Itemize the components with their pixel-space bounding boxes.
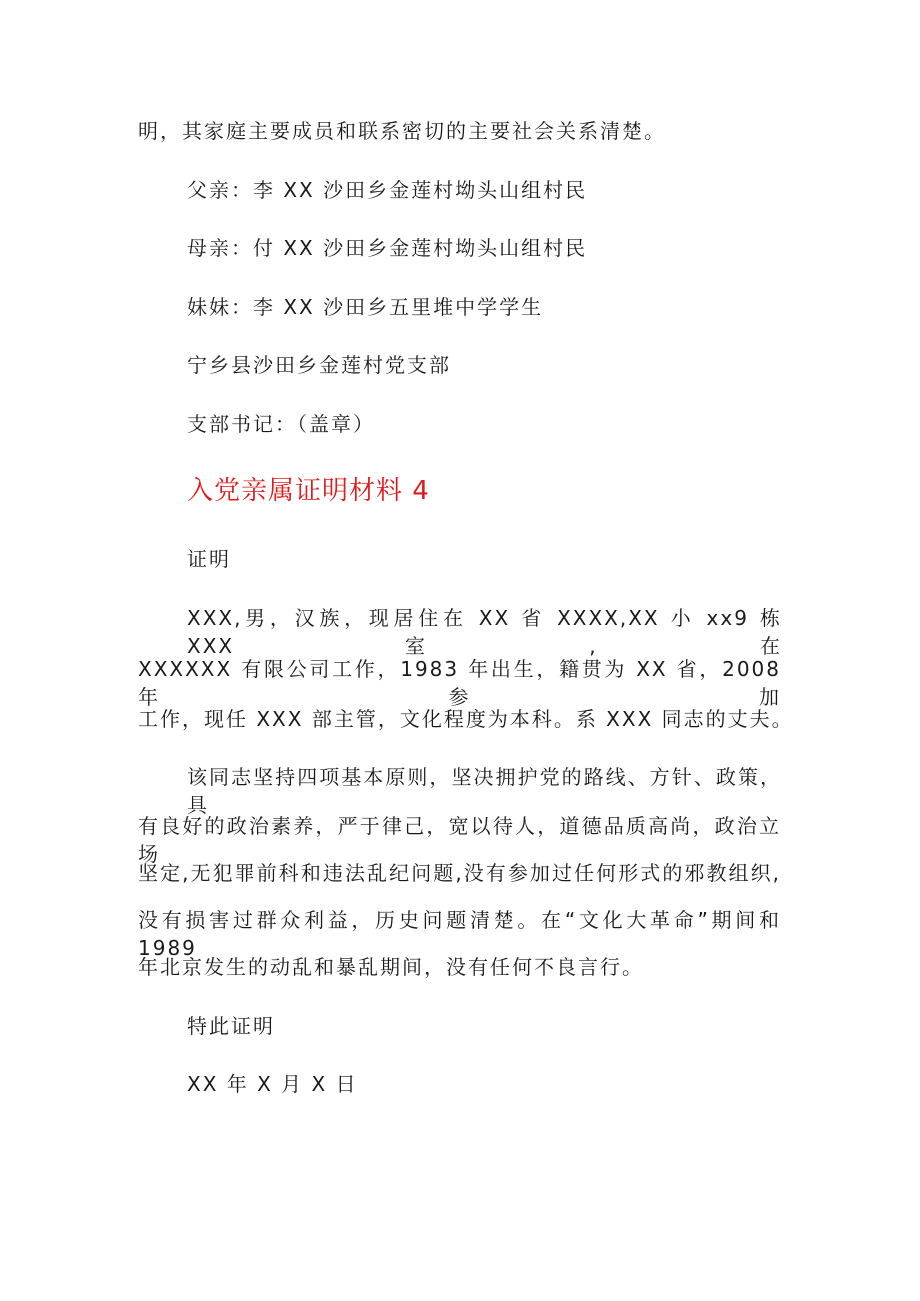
paragraph1-line-1: XXX,男，汉族，现居住在 XX 省 XXXX,XX 小 xx9 栋 XXX 室,在	[187, 606, 782, 658]
intro-continuation: 明，其家庭主要成员和联系密切的主要社会关系清楚。	[138, 119, 666, 143]
paragraph1-line-3: 工作，现任 XXX 部主管，文化程度为本科。系 XXX 同志的丈夫。	[138, 707, 794, 731]
family-member-father: 父亲：李 XX 沙田乡金莲村坳头山组村民	[187, 178, 588, 202]
issuer-name: 宁乡县沙田乡金莲村党支部	[187, 353, 451, 377]
certificate-title: 证明	[187, 547, 231, 571]
paragraph2-line-2: 有良好的政治素养，严于律己，宽以待人，道德品质高尚，政治立场	[138, 814, 781, 866]
document-date: XX 年 X 月 X 日	[187, 1072, 358, 1096]
signature-line: 支部书记：（盖章）	[187, 412, 375, 436]
section-heading: 入党亲属证明材料 4	[187, 476, 430, 506]
family-member-sister: 妹妹：李 XX 沙田乡五里堆中学学生	[187, 295, 544, 319]
paragraph2-line-4: 没有损害过群众利益，历史问题清楚。在“文化大革命”期间和 1989	[138, 908, 781, 960]
paragraph1-line-2: XXXXXX 有限公司工作，1983 年出生，籍贯为 XX 省，2008 年参加	[138, 657, 781, 709]
closing-statement: 特此证明	[187, 1014, 275, 1038]
paragraph2-line-1: 该同志坚持四项基本原则，坚决拥护党的路线、方针、政策，具	[187, 765, 782, 817]
paragraph2-line-5: 年北京发生的动乱和暴乱期间，没有任何不良言行。	[138, 955, 644, 979]
paragraph2-line-3: 坚定,无犯罪前科和违法乱纪问题,没有参加过任何形式的邪教组织,	[138, 861, 781, 885]
family-member-mother: 母亲：付 XX 沙田乡金莲村坳头山组村民	[187, 236, 588, 260]
